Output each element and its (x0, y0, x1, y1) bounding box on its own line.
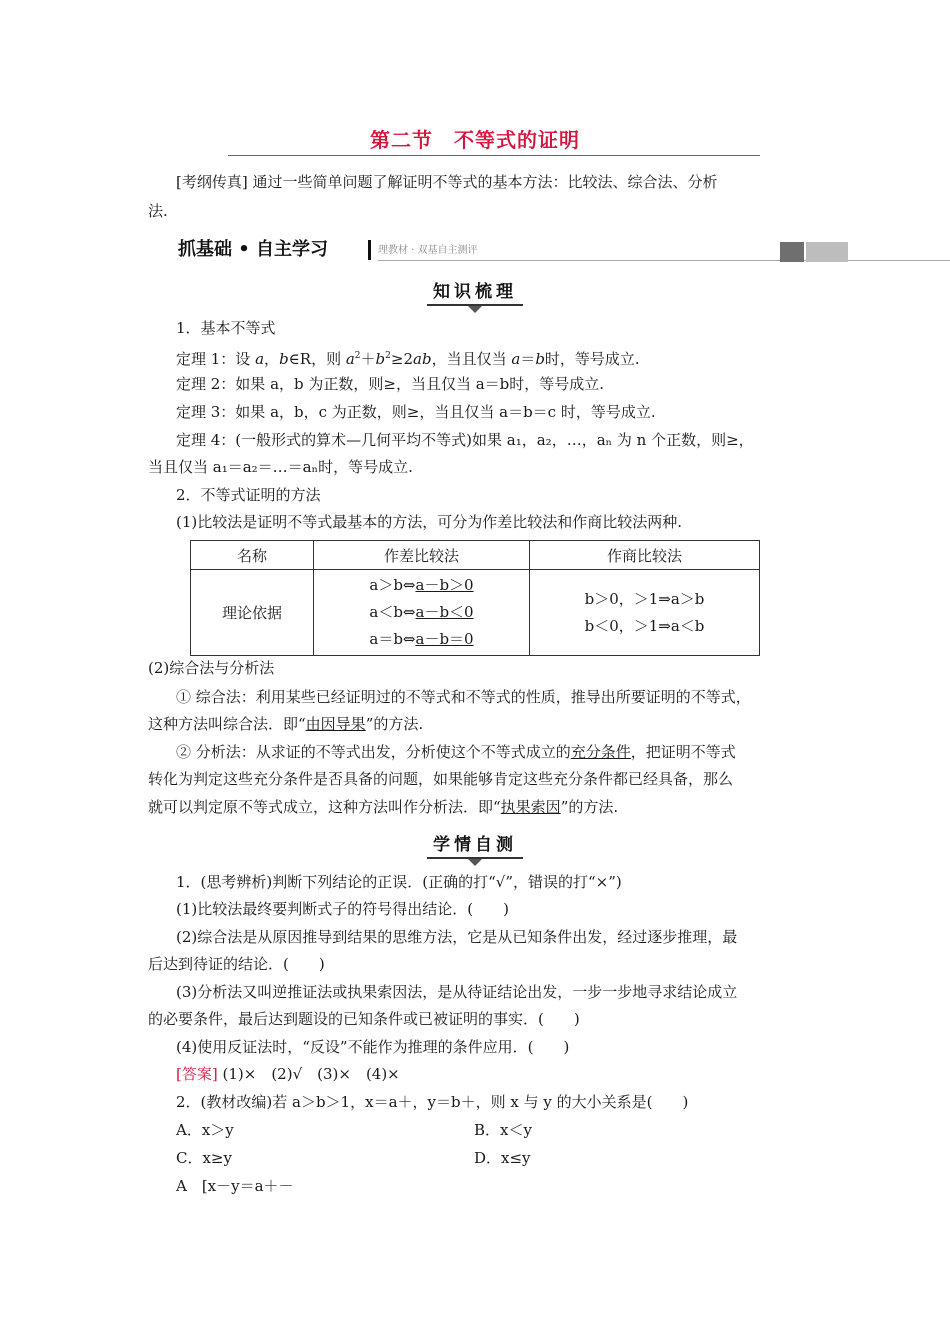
comparison-table (190, 540, 760, 656)
analysis-line-1: ② 分析法：从求证的不等式出发，分析使这个不等式成立的充分条件，把证明不等式 (176, 743, 736, 761)
synthesis-line-1: ① 综合法：利用某些已经证明过的不等式和不等式的性质，推导出所要证明的不等式， (176, 688, 751, 706)
banner-title: 抓基础 • 自主学习 (178, 239, 329, 260)
table-header: 作商比较法 (530, 541, 760, 570)
option-d: D．x≤y (474, 1149, 531, 1167)
method-2-heading: (2)综合法与分析法 (148, 659, 275, 677)
heading-arrow-icon (468, 306, 482, 313)
quotient-rule: b＞0，＞1⇒a＞b (584, 589, 705, 608)
difference-rule: a＝b⇔a－b＝0 (369, 630, 474, 648)
question-1: 1．(思考辨析)判断下列结论的正误．(正确的打“√”，错误的打“×”) (176, 873, 622, 891)
solution-line: A [x－y＝a＋－ (176, 1177, 294, 1195)
comparison-method-text: (1)比较法是证明不等式最基本的方法，可分为作差比较法和作商比较法两种. (176, 513, 683, 531)
question-1-item-1: (1)比较法最终要判断式子的符号得出结论．( ) (176, 900, 509, 918)
basic-ineq-heading: 1．基本不等式 (176, 319, 276, 337)
difference-rule: a＞b⇔a－b＞0 (369, 576, 474, 594)
theorem-4-line-2: 当且仅当 a₁＝a₂＝…＝aₙ时，等号成立. (148, 458, 413, 476)
question-1-item-2b: 后达到待证的结论．( ) (148, 955, 325, 973)
banner-rule (378, 260, 950, 261)
theorem-4-line-1: 定理 4：(一般形式的算术—几何平均不等式)如果 a₁，a₂，…，aₙ 为 n 个正数，则≥， (176, 431, 754, 449)
answer-tag: [答案] (176, 1065, 218, 1083)
table-row (191, 570, 760, 656)
question-1-item-3b: 的必要条件，最后达到题设的已知条件或已被证明的事实．( ) (148, 1010, 580, 1028)
synthesis-line-2: 这种方法叫综合法．即“由因导果”的方法. (148, 715, 424, 733)
answer-text: (1)× (2)√ (3)× (4)× (222, 1065, 400, 1083)
theorem-3: 定理 3：如果 a，b，c 为正数，则≥，当且仅当 a＝b＝c 时，等号成立. (176, 403, 656, 421)
table-cell-quotient (530, 570, 760, 656)
analysis-line-3: 就可以判定原不等式成立，这种方法叫作分析法．即“执果索因”的方法. (148, 798, 619, 816)
knowledge-heading-text: 知识梳理 (433, 282, 517, 302)
table-header-row (191, 541, 760, 570)
proof-methods-heading: 2．不等式证明的方法 (176, 486, 321, 504)
title-divider (228, 155, 760, 156)
theorem-2: 定理 2：如果 a，b 为正数，则≥，当且仅当 a＝b时，等号成立. (176, 375, 605, 393)
option-a: A．x＞y (176, 1121, 234, 1139)
question-2: 2．(教材改编)若 a＞b＞1，x＝a＋，y＝b＋，则 x 与 y 的大小关系是( ) (176, 1093, 689, 1111)
answer-line (176, 1064, 836, 1084)
table-cell-label: 理论依据 (191, 570, 314, 656)
banner-separator (368, 240, 371, 260)
question-1-item-3a: (3)分析法又叫逆推证法或执果索因法，是从待证结论出发，一步一步地寻求结论成立 (176, 983, 738, 1001)
difference-rule: a＜b⇔a－b＜0 (369, 603, 474, 621)
self-test-heading (0, 830, 950, 859)
quotient-rule: b＜0，＞1⇒a＜b (584, 616, 705, 635)
question-1-item-2a: (2)综合法是从原因推导到结果的思维方法，它是从已知条件出发，经过逐步推理，最 (176, 928, 738, 946)
table-cell-difference (314, 570, 530, 656)
banner-block-light (806, 242, 848, 262)
option-c: C．x≥y (176, 1149, 232, 1167)
knowledge-heading (0, 277, 950, 306)
table-header: 作差比较法 (314, 541, 530, 570)
section-title: 第二节 不等式的证明 (370, 128, 580, 152)
syllabus-line-2: 法. (148, 202, 168, 220)
theorem-1: 定理 1：设 a，b∈R，则 $a^2+b^2\ge 2ab$，当且仅当 a＝b时，等号成立. (176, 350, 640, 368)
chapter-banner (178, 238, 848, 264)
option-b: B．x＜y (474, 1121, 532, 1139)
syllabus-line-1 (176, 172, 836, 192)
analysis-line-2: 转化为判定这些充分条件是否具备的问题，如果能够肯定这些充分条件都已经具备，那么 (148, 770, 734, 788)
table-header: 名称 (191, 541, 314, 570)
banner-subtitle: 理教材 · 双基自主测评 (378, 245, 478, 256)
heading-arrow-icon (468, 859, 482, 866)
banner-block-dark (780, 242, 804, 262)
syllabus-text: 通过一些简单问题了解证明不等式的基本方法：比较法、综合法、分析 (252, 173, 718, 191)
question-1-item-4: (4)使用反证法时，“反设”不能作为推理的条件应用．( ) (176, 1038, 570, 1056)
syllabus-tag: [考纲传真] (176, 173, 248, 191)
self-test-heading-text: 学情自测 (433, 835, 517, 855)
